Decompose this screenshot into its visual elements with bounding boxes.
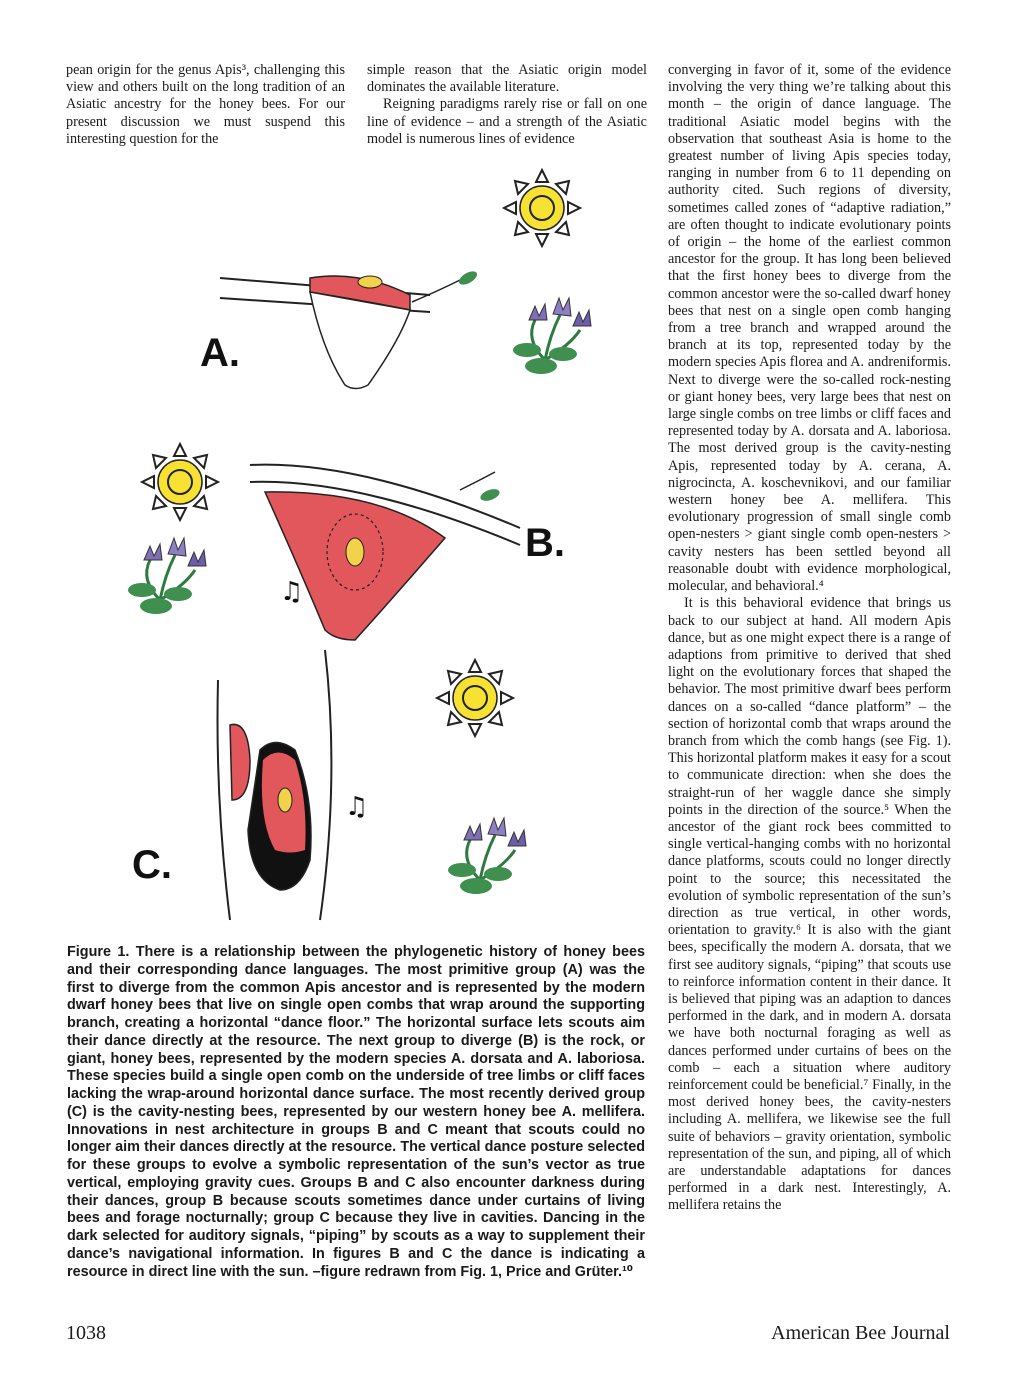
column2-paragraph-2: Reigning paradigms rarely rise or fall on one line of evidence – and a strength of the Asiatic model is numerous lines of evidence bbox=[367, 96, 647, 147]
label-a: A. bbox=[200, 331, 240, 375]
figure-1-svg bbox=[100, 160, 640, 940]
bee-icon-a bbox=[358, 276, 382, 288]
flowers-icon-c bbox=[448, 818, 526, 894]
column3-paragraph-1: converging in favor of it, some of the evidence involving the very thing we’re talking about this month – the origin of dance language. The traditional Asiatic model begins with the observation that southeast Asia is home to the greatest number of living Apis species today, ranging in number from 6 to 11 depending on authority cited. Such regions of diversity, sometimes called zones of “adaptive radiation,” are often thought to indicate evolutionary points of origin – the home of the earliest common ancestor for the group. It has long been believed that the first honey bees to diverge from the common ancestor were the so-called dwarf honey bees that nest on a single open comb hanging from a tree branch and wrapped around the branch at its top, represented today by the modern species Apis florea and A. andreniformis. Next to diverge were the so-called rock-nesting or giant honey bees, very large bees that nest on large single combs on tree limbs or cliff faces and represented today by A. dorsata and A. laboriosa. The most derived group is the cavity-nesting Apis, represented today by A. cerana, A. nigrocincta, A. koschevnikovi, and our familiar western honey bee A. mellifera. This evolutionary progression of small single comb open-nesters > giant single comb open-nesters > cavity nesters has been settled beyond all reasonable doubt with evidence morphological, molecular, and behavioral.⁴ bbox=[668, 62, 951, 595]
text-column-3 bbox=[668, 62, 951, 1215]
bee-icon-c bbox=[278, 788, 292, 812]
panel-c bbox=[218, 650, 527, 920]
sun-icon-b bbox=[142, 444, 218, 520]
column2-paragraph-1: simple reason that the Asiatic origin model dominates the available literature. bbox=[367, 62, 647, 96]
bee-icon-b bbox=[346, 538, 364, 566]
music-note-icon-b: ♫ bbox=[280, 577, 304, 607]
figure-1-illustration bbox=[100, 160, 640, 940]
music-note-icon-c: ♫ bbox=[345, 792, 369, 822]
label-c: C. bbox=[132, 843, 172, 887]
panel-a bbox=[220, 170, 591, 389]
sun-icon-a bbox=[504, 170, 580, 246]
label-b: B. bbox=[525, 521, 565, 565]
flowers-icon-b bbox=[128, 538, 206, 614]
flowers-icon-a bbox=[513, 298, 591, 374]
column3-paragraph-2: It is this behavioral evidence that brings us back to our subject at hand. All modern Apis dance, but as one might expect there is a range of adaptions from primitive to derived that shed light on the evolutionary forces that shaped the behavior. The most primitive dwarf bees perform dances on a so-called “dance platform” – the section of horizontal comb that wraps around the branch from which the comb hangs (see Fig. 1). This horizontal platform makes it easy for a scout to communicate direction: when she does the straight-run of her waggle dance she simply points in the direction of the source.⁵ When the ancestor of the giant rock bees committed to single vertical-hanging combs with no horizontal dance platforms, scouts could no longer directly point to the source; this necessitated the evolution of symbolic representation of the sun’s direction as true vertical, in other words, orientation to gravity.⁶ It is also with the giant bees, specifically the modern A. dorsata, that we first see auditory signals, “piping” that scouts use to reinforce information content in their dance. It is believed that piping was an adaption to dances performed in the dark, and in modern A. dorsata we have both nocturnal foraging as well as dances performed under curtains of bees on the comb – each a situation where auditory reinforcement could be beneficial.⁷ Finally, in the most derived honey bees, the cavity-nesters including A. mellifera, we likewise see the full suite of behaviors – gravity orientation, symbolic representation of the sun, and piping, all of which are understandable adaptations for dances performed in a dark nest. Interestingly, A. mellifera retains the bbox=[668, 595, 951, 1214]
sun-icon-c bbox=[437, 660, 513, 736]
text-column-1 bbox=[66, 62, 345, 148]
page-number: 1038 bbox=[66, 1322, 106, 1344]
text-column-2 bbox=[367, 62, 647, 148]
panel-b bbox=[128, 444, 520, 640]
figure-caption: Figure 1. There is a relationship between the phylogenetic history of honey bees and their corresponding dance languages. The most primitive group (A) was the first to diverge from the common Apis ancestor and is represented by the modern dwarf honey bees that live on single open combs that wrap around the supporting branch, creating a horizontal “dance floor.” The horizontal surface lets scouts aim their dance directly at the resource. The next group to diverge (B) is the rock, or giant, honey bees, represented by the modern species A. dorsata and A. laboriosa. These species build a single open comb on the underside of tree limbs or cliff faces lacking the wrap-around horizontal dance surface. The most recently derived group (C) is the cavity-nesting bees, represented by our western honey bee A. mellifera. Innovations in nest architecture in groups B and C meant that scouts could no longer aim their dances directly at the resource. The vertical dance posture selected for these groups to evolve a symbolic representation of the sun’s vector as true vertical, employing gravity cues. Groups B and C also encounter darkness during their dances, group B because scouts sometimes dance under curtains of living bees and forage nocturnally; group C because they live in cavities. Dancing in the dark selected for auditory signals, “piping” by scouts as a way to supplement their dance’s navigational information. In figures B and C the dance is indicating a resource in direct line with the sun. –figure redrawn from Fig. 1, Price and Grüter.¹⁰ bbox=[67, 944, 645, 1280]
journal-name: American Bee Journal bbox=[771, 1322, 950, 1344]
column1-paragraph-1: pean origin for the genus Apis³, challenging this view and others built on the long tradition of an Asiatic ancestry for the honey bees. For our present discussion we must suspend this interesting question for the bbox=[66, 62, 345, 147]
